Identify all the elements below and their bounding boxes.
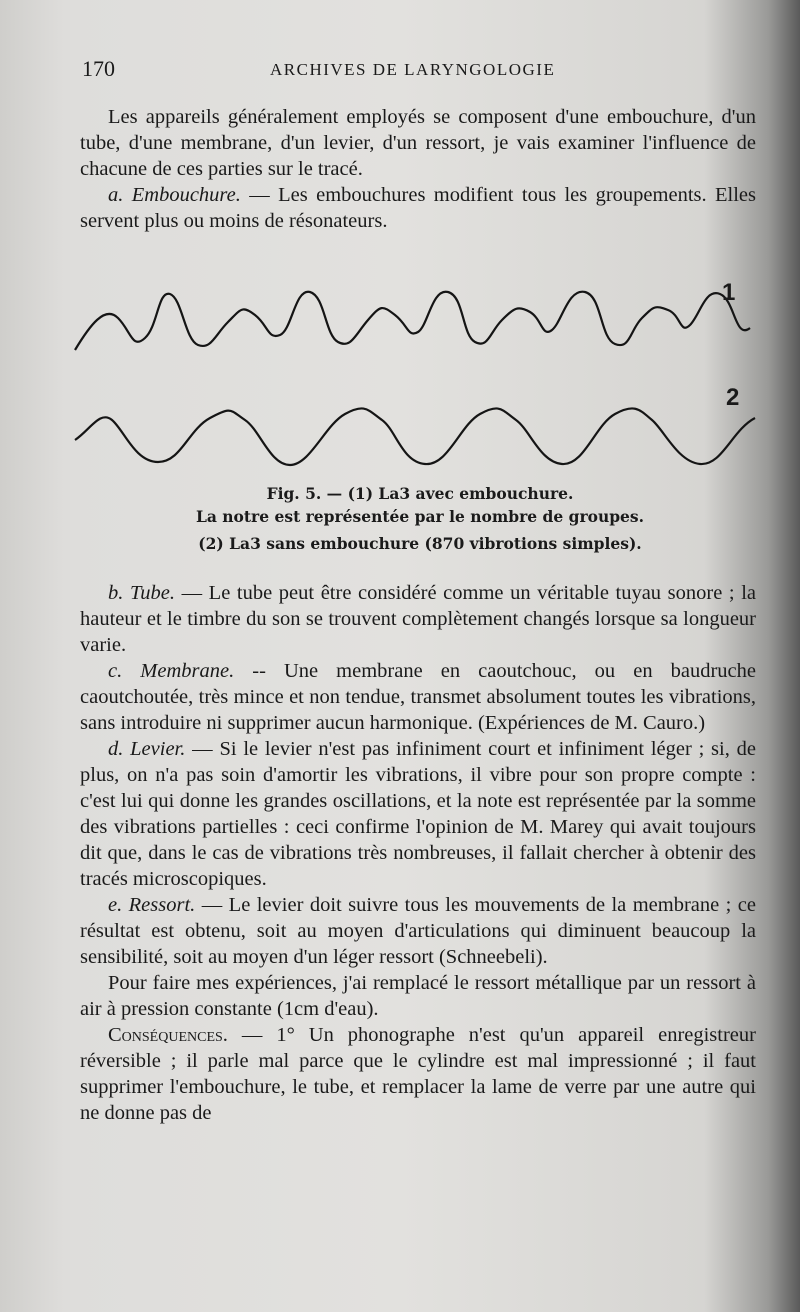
running-head: ARCHIVES DE LARYNGOLOGIE (270, 60, 556, 79)
waveform-curve-2 (75, 408, 755, 465)
page-number: 170 (82, 56, 115, 81)
label-tube: b. Tube. (108, 582, 175, 604)
paragraph-tube (80, 580, 756, 658)
paragraph-consequences (80, 1022, 756, 1126)
text-consequences: — 1° Un phonographe n'est qu'un appareil enregistreur réversible ; il parle mal parce que le cylindre est mal impressionné ; il faut supprimer l'embouchure, le tube, et remplacer la lame de verre par une autre qui ne donne pas de (80, 1024, 756, 1124)
caption-line-1: Fig. 5. — (1) La3 avec embouchure. (266, 484, 574, 503)
page-header (82, 56, 760, 86)
label-consequences: Conséquences. (108, 1024, 228, 1046)
text-block-top (80, 104, 756, 234)
intro-paragraph: Les appareils généralement employés se composent d'une embouchure, d'un tube, d'une membrane, d'un levier, d'un ressort, je vais examiner l'influence de chacune de ces parties sur le tracé. (80, 106, 756, 180)
figure-5 (70, 280, 770, 480)
text-tube: — Le tube peut être considéré comme un véritable tuyau sonore ; la hauteur et le timbre du son se trouvent complètement changés lorsque sa longueur varie. (80, 582, 757, 656)
curve-label-2: 2 (726, 384, 740, 411)
label-embouchure: a. Embouchure. (108, 184, 241, 206)
paragraph-embouchure (80, 182, 756, 234)
caption-line-3: (2) La3 sans embouchure (870 vibrotions simples). (198, 534, 642, 553)
label-membrane: c. Membrane. (108, 660, 235, 682)
label-levier: d. Levier. (108, 738, 186, 760)
caption-line-2: La notre est représentée par le nombre de groupes. (195, 507, 645, 526)
waveform-curve-1 (75, 292, 750, 350)
paragraph-levier (80, 736, 756, 892)
paragraph-pour: Pour faire mes expériences, j'ai remplacé le ressort métallique par un ressort à air à pression constante (1cm d'eau). (80, 972, 756, 1020)
paragraph-ressort (80, 892, 756, 970)
text-ressort: — Le levier doit suivre tous les mouvements de la membrane ; ce résultat est obtenu, soit au moyen d'articulations qui diminuent beaucoup la sensibilité, soit au moyen d'un léger ressort (Schneebeli). (80, 894, 756, 968)
text-block-bottom (80, 580, 756, 1126)
waveform-figure (70, 280, 770, 480)
paragraph-membrane (80, 658, 756, 736)
text-levier: — Si le levier n'est pas infiniment court et infiniment léger ; si, de plus, on n'a pas soin d'amortir les vibrations, il vibre pour son propre compte : c'est lui qui donne les grandes oscillations, et la note est représentée par la somme des vibrations partielles : ceci confirme l'opinion de M. Marey qui avait toujours dit que, dans le cas de vibrations très nombreuses, il fallait chercher à obtenir des tracés microscopiques. (80, 738, 756, 890)
curve-label-1: 1 (722, 279, 736, 306)
text-embouchure: — Les embouchures modifient tous les groupements. Elles servent plus ou moins de résonateurs. (80, 184, 756, 232)
text-membrane: -- Une membrane en caoutchouc, ou en baudruche caoutchoutée, très mince et non tendue, transmet absolument toutes les vibrations, sans introduire ni supprimer aucun harmonique. (Expériences de M. Cauro.) (80, 660, 757, 734)
label-ressort: e. Ressort. (108, 894, 196, 916)
figure-caption (180, 482, 660, 555)
